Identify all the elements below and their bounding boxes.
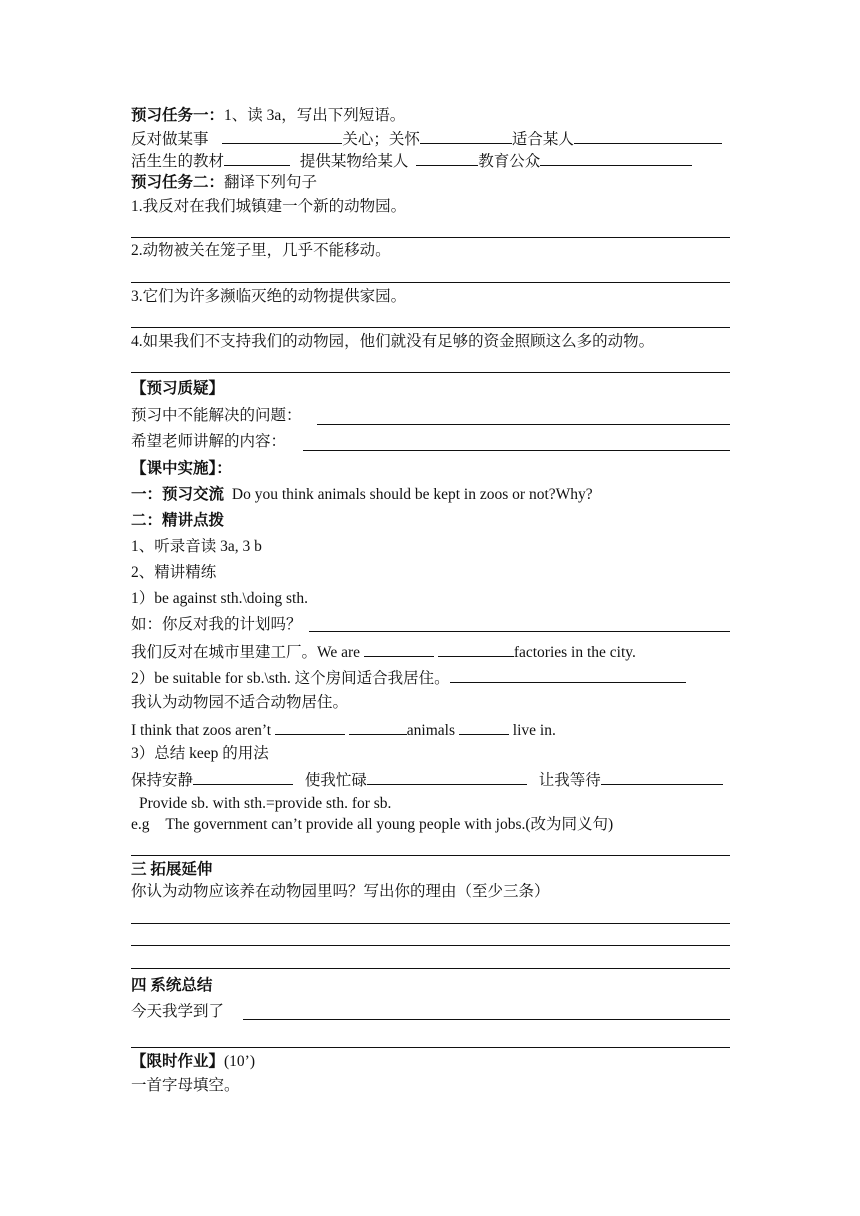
phrases-row-2 [131, 150, 692, 172]
answer-blank[interactable] [438, 641, 514, 657]
question-1-blank[interactable] [317, 424, 730, 425]
answer-line[interactable] [309, 631, 730, 632]
homework-title: 【限时作业】 [131, 1053, 225, 1070]
extend-title: 三 拓展延伸 [131, 861, 213, 878]
answer-line[interactable] [131, 945, 730, 946]
eg-text: The government can’t provide all young people with jobs.(改为同义句) [165, 816, 614, 833]
provide-line: Provide sb. with sth.=provide sth. for sb. [139, 795, 392, 812]
answer-blank[interactable] [416, 150, 478, 166]
item-1: 1、听录音读 3a, 3 b [131, 538, 262, 555]
answer-blank[interactable] [420, 128, 512, 144]
example-text: animals [406, 722, 456, 739]
part1-title: 一：预习交流 [131, 486, 225, 503]
homework-text: 一首字母填空。 [131, 1077, 240, 1094]
phrases-row-1 [131, 128, 722, 150]
questions-title: 【预习质疑】 [131, 380, 225, 397]
sentence-3: 3.它们为许多濒临灭绝的动物提供家园。 [131, 288, 407, 305]
extend-prompt: 你认为动物应该养在动物园里吗？写出你的理由（至少三条） [131, 883, 550, 900]
keep-item: 保持安静 [131, 772, 194, 789]
example-text: 我们反对在城市里建工厂。We are [131, 644, 361, 661]
keep-item: 让我等待 [538, 772, 601, 789]
sentence-2: 2.动物被关在笼子里，几乎不能移动。 [131, 242, 391, 259]
point-3-head: 3）总结 keep 的用法 [131, 745, 269, 762]
answer-line[interactable] [131, 327, 730, 328]
phrase: 反对做某事 [131, 131, 209, 148]
task1-text: 1、读 3a，写出下列短语。 [224, 107, 406, 124]
example-text: live in. [512, 722, 556, 739]
question-2-blank[interactable] [303, 450, 730, 451]
answer-blank[interactable] [367, 769, 527, 785]
homework-line [131, 1052, 255, 1072]
answer-blank[interactable] [224, 150, 290, 166]
question-1-label: 预习中不能解决的问题： [131, 407, 302, 424]
point-2-example-2 [131, 719, 556, 741]
keep-item: 使我忙碌 [304, 772, 367, 789]
phrase: 适合某人 [511, 131, 574, 148]
point-1-example-1: 如：你反对我的计划吗？ [131, 616, 302, 633]
answer-blank[interactable] [450, 667, 686, 683]
sentence-1: 1.我反对在我们城镇建一个新的动物园。 [131, 198, 407, 215]
eg-line [131, 815, 613, 835]
summary-blank[interactable] [243, 1019, 730, 1020]
point-2-line [131, 667, 686, 689]
answer-line[interactable] [131, 282, 730, 283]
answer-line[interactable] [131, 372, 730, 373]
point-2-head: 2）be suitable for sb.\sth. 这个房间适合我居住。 [131, 670, 450, 687]
summary-title: 四 系统总结 [131, 977, 213, 994]
answer-blank[interactable] [364, 641, 434, 657]
answer-blank[interactable] [601, 769, 723, 785]
answer-line[interactable] [131, 237, 730, 238]
task1-title: 预习任务一： [131, 107, 225, 124]
answer-blank[interactable] [540, 150, 692, 166]
part1-text: Do you think animals should be kept in zoos or not?Why? [231, 486, 593, 503]
part2-title: 二：精讲点拨 [131, 512, 225, 529]
keep-usage-line [131, 769, 723, 791]
point-2-example-1: 我认为动物园不适合动物居住。 [131, 694, 349, 711]
eg-label: e.g [131, 816, 150, 833]
sentence-4: 4.如果我们不支持我们的动物园，他们就没有足够的资金照顾这么多的动物。 [131, 333, 655, 350]
answer-line[interactable] [131, 968, 730, 969]
answer-blank[interactable] [349, 719, 407, 735]
task2-text: 翻译下列句子 [224, 174, 318, 191]
item-2: 2、精讲精练 [131, 564, 217, 581]
phrase: 教育公众 [478, 153, 541, 170]
answer-blank[interactable] [193, 769, 293, 785]
summary-text: 今天我学到了 [131, 1003, 225, 1020]
example-text: factories in the city. [513, 644, 636, 661]
answer-blank[interactable] [222, 128, 342, 144]
point-1-example-2 [131, 641, 636, 663]
task2-title: 预习任务二： [131, 174, 225, 191]
answer-line[interactable] [131, 1047, 730, 1048]
phrase: 关心；关怀 [342, 131, 420, 148]
example-text: I think that zoos aren’t [131, 722, 272, 739]
point-1-head: 1）be against sth.\doing sth. [131, 590, 308, 607]
inclass-title: 【课中实施】： [131, 460, 232, 477]
answer-blank[interactable] [459, 719, 509, 735]
answer-blank[interactable] [574, 128, 722, 144]
answer-blank[interactable] [275, 719, 345, 735]
answer-line[interactable] [131, 923, 730, 924]
phrase: 提供某物给某人 [299, 153, 409, 170]
phrase: 活生生的教材 [131, 153, 225, 170]
task2-line [131, 173, 317, 193]
homework-time: (10’) [224, 1053, 256, 1070]
task1-line [131, 106, 405, 126]
answer-line[interactable] [131, 855, 730, 856]
question-2-label: 希望老师讲解的内容： [131, 433, 287, 450]
part1-line [131, 485, 593, 505]
